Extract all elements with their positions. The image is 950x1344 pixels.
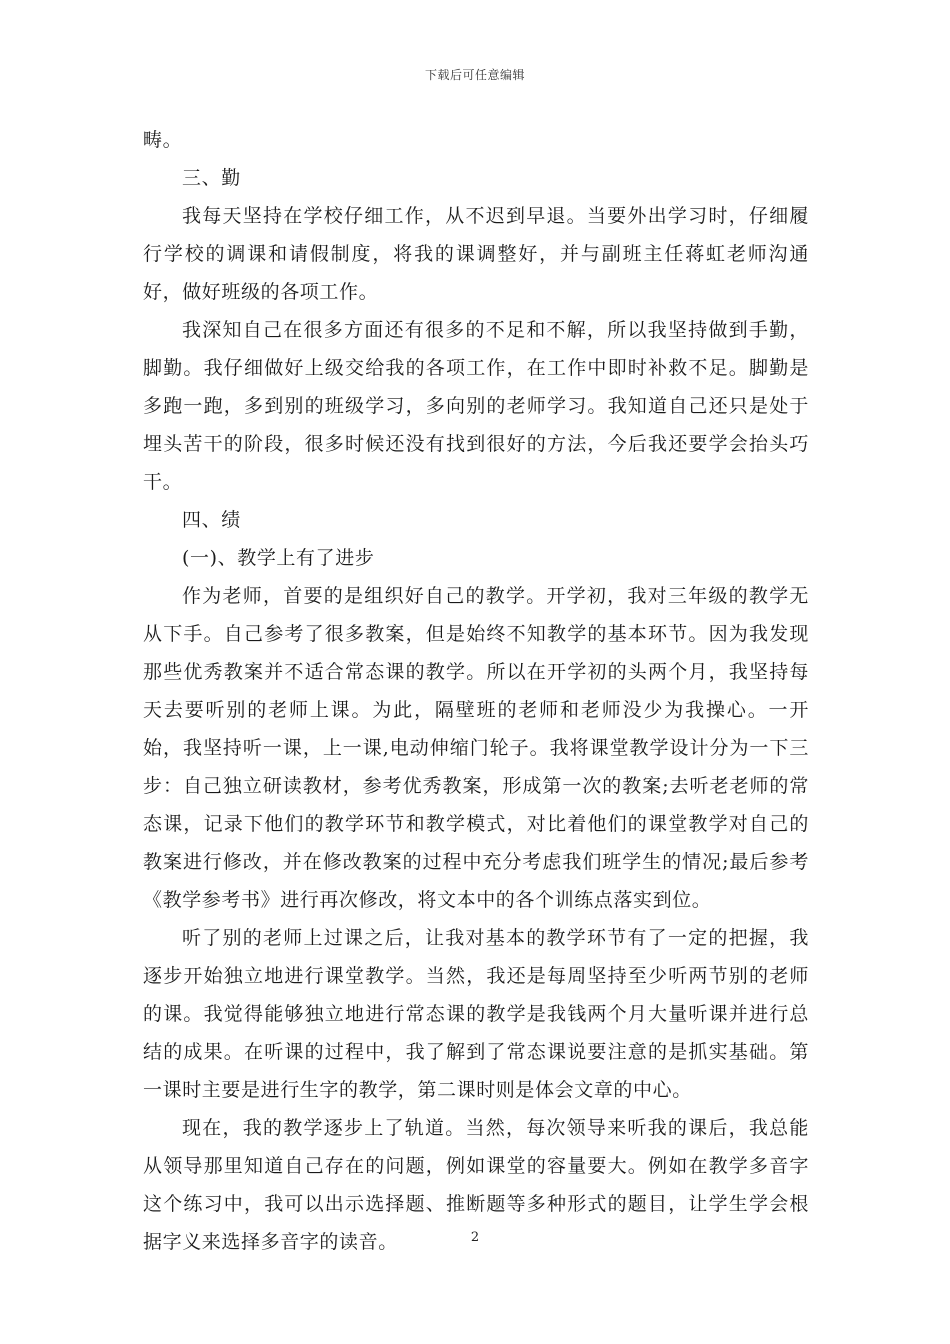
- page-header: 下载后可任意编辑: [424, 68, 525, 82]
- document-body: [143, 121, 809, 1261]
- paragraph: 听了别的老师上过课之后，让我对基本的教学环节有了一定的把握，我逐步开始独立地进行课堂教学。当然，我还是每周坚持至少听两节别的老师的课。我觉得能够独立地进行常态课的教学是我钱两个月大量听课并进行总结的成果。在听课的过程中，我了解到了常态课说要注意的是抓实基础。第一课时主要是进行生字的教学，第二课时则是体会文章的中心。: [143, 927, 809, 1101]
- paragraph: 现在，我的教学逐步上了轨道。当然，每次领导来听我的课后，我总能从领导那里知道自己存在的问题，例如课堂的容量要大。例如在教学多音字这个练习中，我可以出示选择题、推断题等多种形式的题目，让学生学会根据字义来选择多音字的读音。: [143, 1117, 809, 1253]
- paragraph: 作为老师，首要的是组织好自己的教学。开学初，我对三年级的教学无从下手。自己参考了很多教案，但是始终不知教学的基本环节。因为我发现那些优秀教案并不适合常态课的教学。所以在开学初的头两个月，我坚持每天去要听别的老师上课。为此，隔壁班的老师和老师没少为我操心。一开始，我坚持听一课，上一课,电动伸缩门轮子。我将课堂教学设计分为一下三步：自己独立研读教材，参考优秀教案，形成第一次的教案;去听老老师的常态课，记录下他们的教学环节和教学模式，对比着他们的课堂教学对自己的教案进行修改，并在修改教案的过程中充分考虑我们班学生的情况;最后参考《教学参考书》进行再次修改，将文本中的各个训练点落实到位。: [143, 585, 809, 911]
- section-heading-diligence: 三、勤: [182, 167, 241, 189]
- paragraph: 畴。: [143, 129, 183, 151]
- paragraph: 我每天坚持在学校仔细工作，从不迟到早退。当要外出学习时，仔细履行学校的调课和请假制度，将我的课调整好，并与副班主任蒋虹老师沟通好，做好班级的各项工作。: [143, 205, 809, 303]
- subsection-heading: (一)、教学上有了进步: [182, 547, 375, 569]
- page-number: 2: [470, 1230, 480, 1245]
- paragraph: 我深知自己在很多方面还有很多的不足和不解，所以我坚持做到手勤，脚勤。我仔细做好上级交给我的各项工作，在工作中即时补救不足。脚勤是多跑一跑，多到别的班级学习，多向别的老师学习。我知道自己还只是处于埋头苦干的阶段，很多时候还没有找到很好的方法，今后我还要学会抬头巧干。: [143, 319, 809, 493]
- section-heading-achievement: 四、绩: [182, 509, 241, 531]
